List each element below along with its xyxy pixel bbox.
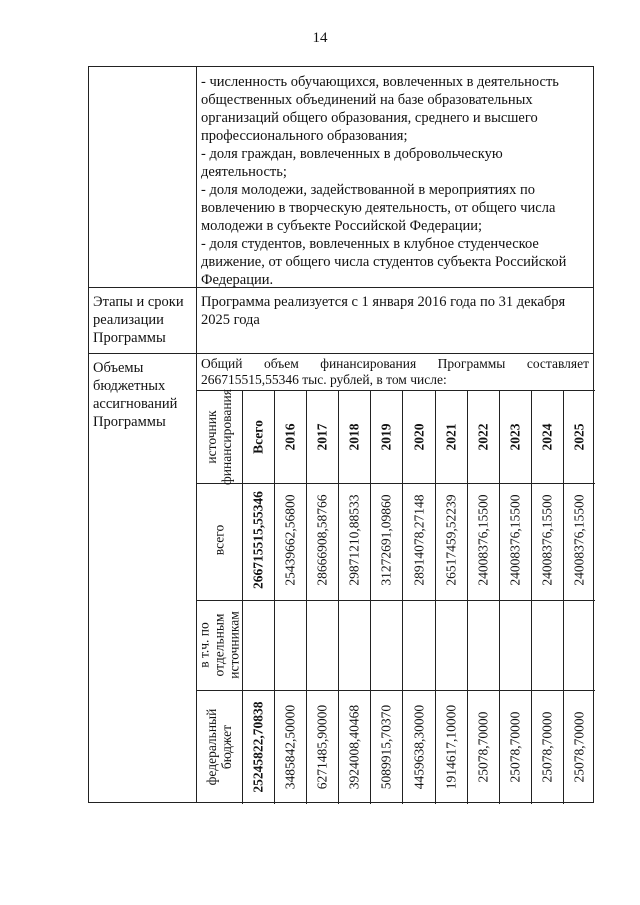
budget-label — [93, 359, 193, 431]
header-federal: федеральный бюджет — [204, 708, 234, 786]
fin-row-divider — [196, 483, 595, 484]
fin-col-divider — [435, 390, 436, 804]
fin-year-label: 2016 — [282, 423, 298, 451]
label-line: Объемы — [93, 360, 144, 376]
fin-total-value: 26517459,52239 — [443, 494, 459, 586]
text-line: вовлечению в творческую деятельность, от общего числа — [201, 200, 556, 216]
fin-year-label: 2018 — [346, 423, 362, 451]
fin-federal-value: 25078,70000 — [475, 711, 491, 783]
text-line: общественных объединений на базе образовательных — [201, 92, 533, 108]
header-source: источник финансирования — [204, 389, 234, 485]
fin-col-divider — [306, 390, 307, 804]
fin-federal-value: 3924008,40468 — [346, 704, 362, 790]
fin-total-value: 266715515,55346 — [250, 491, 266, 589]
label-line: бюджетных — [93, 378, 166, 394]
fin-total-value: 24008376,15500 — [507, 494, 523, 586]
program-passport-table — [88, 66, 594, 803]
fin-col-divider — [499, 390, 500, 804]
page-number: 14 — [312, 30, 328, 46]
fin-col-divider — [370, 390, 371, 804]
fin-col-divider — [402, 390, 403, 804]
fin-federal-value: 3485842,50000 — [282, 704, 298, 790]
fin-row-divider — [196, 690, 595, 691]
fin-total-value: 31272691,09860 — [378, 494, 394, 586]
text-line: - доля студентов, вовлеченных в клубное студенческое — [201, 236, 539, 252]
text-line: Федерации. — [201, 272, 274, 288]
fin-year-label: 2024 — [539, 423, 555, 451]
fin-year-label: Всего — [250, 420, 266, 454]
fin-federal-value: 25078,70000 — [571, 711, 587, 783]
stages-text — [201, 293, 589, 329]
stages-label — [93, 293, 193, 347]
label-line: Этапы и сроки — [93, 294, 184, 310]
text-line: Программа реализуется с 1 января 2016 года по 31 декабря — [201, 294, 566, 310]
text-line: профессионального образования; — [201, 128, 408, 144]
fin-total-value: 28914078,27148 — [411, 494, 426, 586]
fin-year-label: 2019 — [378, 423, 394, 451]
fin-row-divider — [196, 390, 595, 391]
fin-federal-value: 6271485,90000 — [314, 704, 330, 790]
text-line: молодежи в субъекте Российской Федерации; — [201, 218, 483, 234]
fin-year-label: 2022 — [475, 423, 491, 451]
text-line: 2025 года — [201, 312, 260, 328]
fin-col-divider — [274, 390, 275, 804]
fin-federal-value: 25078,70000 — [539, 711, 555, 783]
text-line: организаций общего образования, среднего и высшего — [201, 110, 538, 126]
label-line: ассигнований — [93, 396, 178, 412]
header-by-source: в т.ч. по отдельным источникам — [196, 611, 242, 679]
fin-year-label: 2021 — [443, 423, 459, 451]
fin-col-divider — [338, 390, 339, 804]
text-line: 266715515,55346 тыс. рублей, в том числе: — [201, 372, 447, 387]
fin-total-value: 24008376,15500 — [539, 494, 555, 586]
text-line: - численность обучающихся, вовлеченных в деятельность — [201, 74, 559, 90]
text-line: деятельность; — [201, 164, 287, 180]
fin-federal-value: 25078,70000 — [507, 711, 523, 783]
row-divider — [89, 353, 593, 354]
fin-total-value: 28666908,58766 — [314, 494, 330, 586]
label-line: Программы — [93, 330, 166, 346]
fin-federal-value: 1914617,10000 — [443, 704, 459, 790]
fin-federal-value: 4459638,30000 — [411, 704, 426, 790]
financing-table — [196, 390, 595, 804]
fin-total-value: 29871210,88533 — [346, 494, 362, 586]
fin-col-divider — [467, 390, 468, 804]
fin-col-divider — [531, 390, 532, 804]
label-line: реализации — [93, 312, 164, 328]
text-line: - доля граждан, вовлеченных в добровольческую — [201, 146, 503, 162]
fin-row-divider — [196, 600, 595, 601]
header-total: всего — [211, 524, 227, 556]
fin-total-value: 25439662,56800 — [282, 494, 298, 586]
fin-federal-value: 5089915,70370 — [378, 704, 394, 790]
fin-federal-value: 25245822,70838 — [250, 701, 266, 793]
text-line: - доля молодежи, задействованной в мероприятиях по — [201, 182, 535, 198]
fin-year-label: 2017 — [314, 423, 330, 451]
fin-year-label: 2025 — [571, 423, 587, 451]
fin-year-label: 2023 — [507, 423, 523, 451]
budget-intro — [201, 356, 589, 388]
text-line: движение, от общего числа студентов субъекта Российской — [201, 254, 567, 270]
fin-total-value: 24008376,15500 — [475, 494, 491, 586]
fin-year-label: 2020 — [411, 423, 426, 451]
text-line: Общий объем финансирования Программы составляет — [201, 356, 589, 371]
label-line: Программы — [93, 414, 166, 430]
fin-col-divider — [242, 390, 243, 804]
indicators-text — [201, 73, 589, 289]
fin-col-divider — [563, 390, 564, 804]
fin-total-value: 24008376,15500 — [571, 494, 587, 586]
